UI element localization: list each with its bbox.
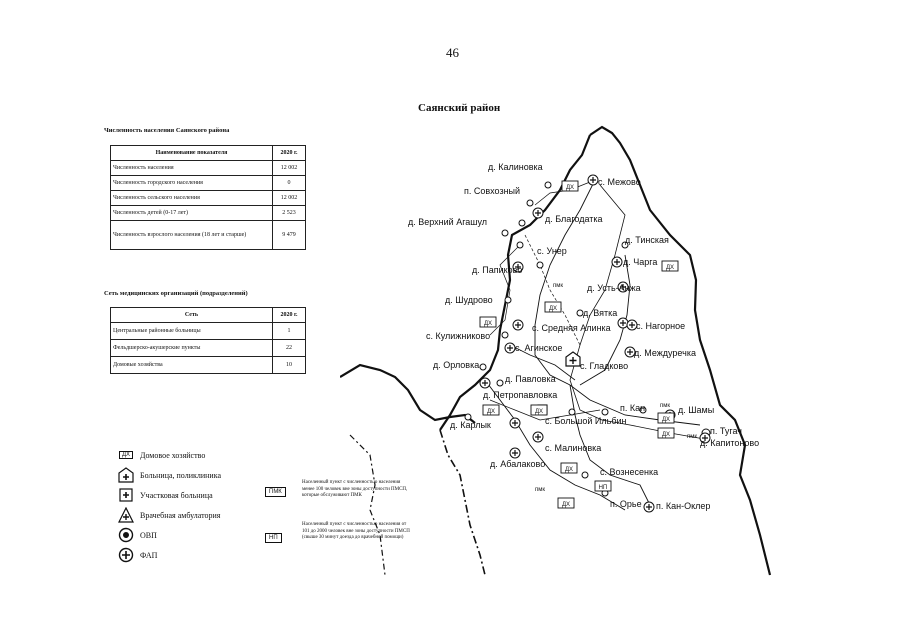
settlement-label: с. Кулижниково [426,331,491,341]
district-border [340,365,475,423]
settlement-label: п. Тугач [710,426,742,436]
legend-household [118,447,205,463]
legend-label: Участковая больница [140,490,213,500]
household-icon: ДХ [118,447,134,463]
household-icon [545,302,561,312]
row-label: Центральные районные больницы [111,323,273,340]
ambulatory-icon [118,507,134,523]
settlement-label: с. Унер [537,246,567,256]
row-value: 12 002 [273,161,306,176]
settlement-label: п. Орье [610,499,642,509]
table-row [111,357,306,374]
settlement-label: д. Чарга [623,257,658,267]
legend-label: Домовое хозяйство [140,450,206,460]
settlement-label: с. Гладково [580,361,629,371]
svg-text:ДХ: ДХ [665,265,675,271]
table-header-cell: 2020 г. [273,146,306,161]
legend-fap [118,547,157,563]
row-label: Домовые хозяйства [111,357,273,374]
table-row [111,323,306,340]
population-section-title: Численность населения Саянского района [104,127,230,134]
legend-label: Больница, поликлиника [140,470,222,480]
row-value: 0 [273,176,306,191]
settlement-label: д. Петропавловка [483,390,558,400]
table-header-row [111,146,306,161]
table-row [111,206,306,221]
medical-section-title: Сеть медицинских организаций (подразделений) [104,290,248,297]
pmk-label: пмк [687,434,697,440]
settlement-label: с. Большой Ильбин [545,416,627,426]
settlement-label: д. Папиково [472,265,523,275]
table-row [111,221,306,250]
settlement-label: д. Вятка [583,308,618,318]
table-row [111,191,306,206]
svg-text:НП: НП [598,485,608,491]
pmk-label: пмк [660,403,670,409]
table-header-cell: Наименование показателя [111,146,273,161]
district-border [350,435,385,575]
svg-text:ДХ: ДХ [564,467,574,473]
legend-district-hospital [118,487,213,503]
settlement-label: д. Орловка [433,360,480,370]
household-icon [658,428,674,438]
row-value: 12 002 [273,191,306,206]
household-icon [562,181,578,191]
household-icon [480,317,496,327]
settlement-label: п. Кан [620,403,646,413]
svg-text:ДХ: ДХ [561,502,571,508]
pmk-label: пмк [553,283,563,289]
settlement-label: с. Вознесенка [600,467,659,477]
legend-label: Врачебная амбулатория [140,510,221,520]
legend-hospital [118,467,221,483]
household-icon [561,463,577,473]
settlement-label: д. Капитоново [700,438,760,448]
pmk-note: Населенный пункт с численностью населения менее 100 человек вне зоны доступности ПМСП, которые обслуживают ПМК [302,480,408,498]
settlement-label: д. Усть-Анжа [587,283,641,293]
settlement-label: с. Межово [598,177,641,187]
settlement-label: д. Шамы [678,405,715,415]
settlement-label: с. Агинское [515,343,563,353]
table-row [111,161,306,176]
household-icon [531,405,547,415]
legend-label: ОВП [140,530,157,540]
settlement-label: д. Шудрово [445,295,493,305]
hospital-icon [118,467,134,483]
svg-text:ДХ: ДХ [661,417,671,423]
settlement-label: п. Кан-Оклер [656,501,711,511]
table-row [111,340,306,357]
ovp-icon [118,527,134,543]
medical-table [110,307,306,374]
settlement-label: д. Тинская [625,235,669,245]
settlement-label: д. Благодатка [545,214,603,224]
settlement-label: д. Калиновка [488,162,543,172]
legend-label: ФАП [140,550,158,560]
household-icon [558,498,574,508]
row-value: 10 [273,357,306,374]
row-value: 1 [273,323,306,340]
svg-text:ДХ: ДХ [483,321,493,327]
row-label: Численность населения [111,161,273,176]
district-hospital-icon [118,487,134,503]
fap-icon [118,547,134,563]
household-icon [483,405,499,415]
svg-text:ДХ: ДХ [565,185,575,191]
settlement-label: д. Верхний Агашул [408,217,488,227]
svg-text:ДХ: ДХ [661,432,671,438]
table-header-cell: 2020 г. [273,308,306,323]
map-title: Саянский район [418,102,501,114]
row-label: Численность городского населения [111,176,273,191]
np-box-icon [595,481,611,491]
svg-text:ДХ: ДХ [486,409,496,415]
row-value: 22 [273,340,306,357]
svg-text:ДХ: ДХ [534,409,544,415]
row-label: Численность детей (0-17 лет) [111,206,273,221]
population-table [110,145,306,250]
district-map [340,115,790,580]
row-value: 2 523 [273,206,306,221]
district-border [440,135,590,430]
district-border [440,430,485,575]
household-icon [658,413,674,423]
table-header-row [111,308,306,323]
settlement-label: с. Нагорное [636,321,686,331]
settlement-label: п. Совхозный [464,186,521,196]
household-icon [662,261,678,271]
legend-ovp [118,527,157,543]
settlement-label: с. Малиновка [545,443,602,453]
table-row [111,176,306,191]
settlement-label: с. Средняя Алинка [532,323,611,333]
table-header-cell: Сеть [111,308,273,323]
np-note: Населенный пункт с численностью населения от 101 до 2000 человек вне зоны доступности ПМСП (свыше 30 минут доезда до врачебной помощи) [302,522,410,540]
legend-ambulatory [118,507,220,523]
hospital-icon [566,352,580,366]
settlement-label: д. Абалаково [490,459,546,469]
pmk-box-icon: ПМК [265,487,286,497]
settlement-label: д. Павловка [505,374,556,384]
settlement-label: д. Карлык [450,420,491,430]
svg-text:ДХ: ДХ [548,306,558,312]
pmk-label: пмк [535,487,545,493]
row-label: Численность взрослого населения (18 лет и старше) [111,221,273,250]
page-number: 46 [446,45,459,60]
np-box-icon: НП [265,533,282,543]
row-value: 9 479 [273,221,306,250]
row-label: Фельдшерско-акушерские пункты [111,340,273,357]
settlement-label: д. Междуречка [634,348,696,358]
row-label: Численность сельского населения [111,191,273,206]
